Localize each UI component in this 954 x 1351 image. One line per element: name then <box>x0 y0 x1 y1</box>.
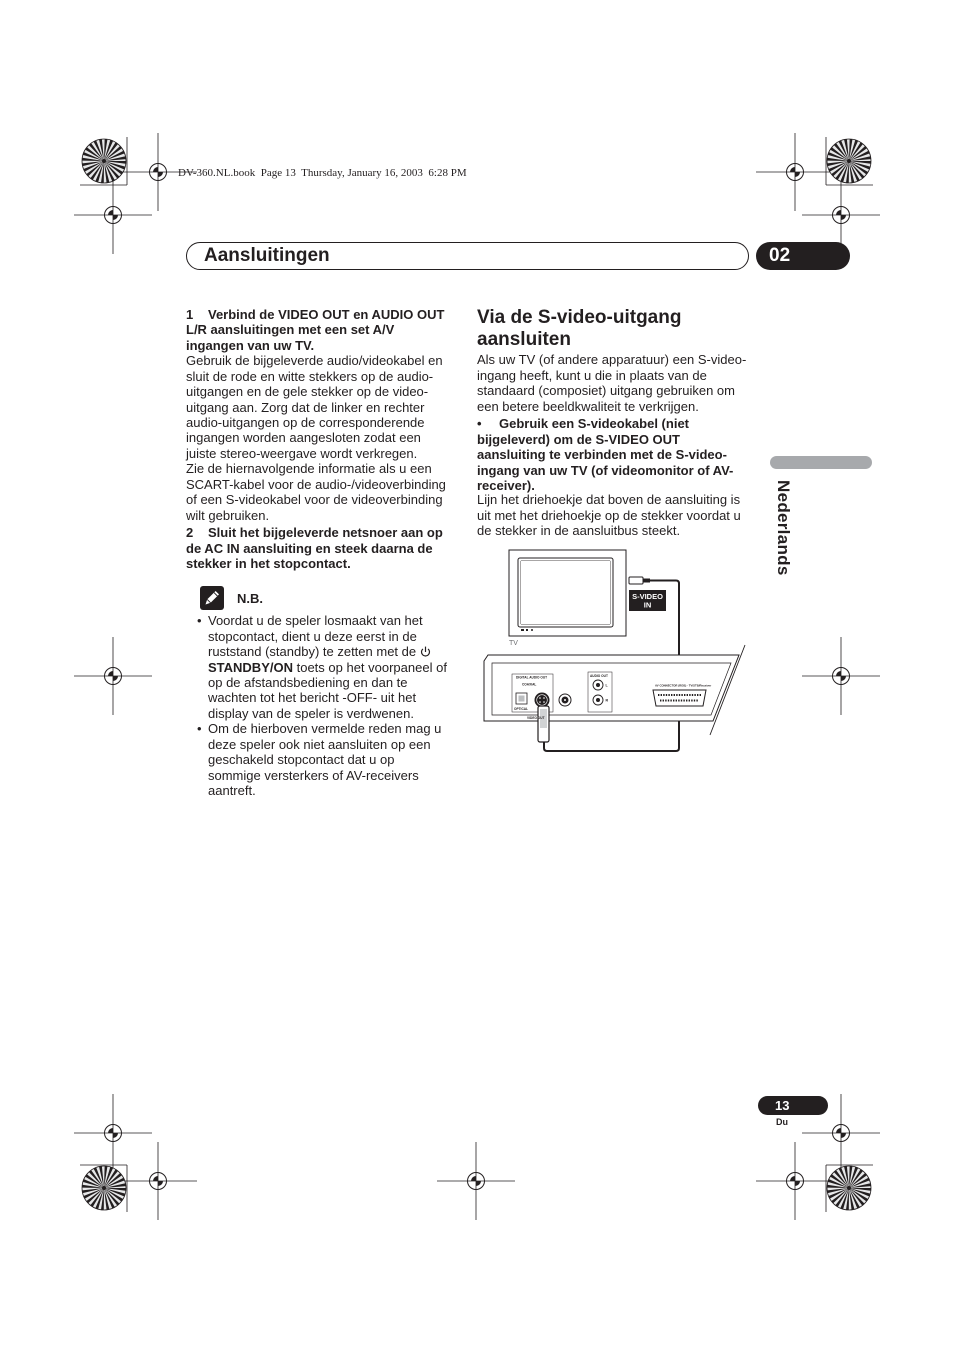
print-header: DV-360.NL.book Page 13 Thursday, January 16, 2003 6:28 PM <box>178 167 467 179</box>
step-1-heading <box>186 307 444 353</box>
section-instruction <box>477 416 733 493</box>
chapter-number-badge <box>756 242 850 270</box>
language-tab <box>770 456 872 469</box>
svideo-in-label-line-2: IN <box>643 600 652 610</box>
step-1-number: 1 <box>186 307 194 322</box>
note-pencil-icon <box>200 586 224 610</box>
power-icon <box>420 646 431 657</box>
registration-crosshair-icon <box>437 1142 515 1220</box>
note-bullet-1-text <box>208 613 447 721</box>
language-code: Du <box>776 1117 788 1127</box>
page-number-badge <box>758 1096 828 1115</box>
note-bullet-2-text: Om de hierboven vermelde reden mag u deze speler ook niet aansluiten op een geschakeld stopcontact dat u op sommige versterkers of AV-receivers aantreft. <box>208 721 442 798</box>
note-label: N.B. <box>237 590 263 606</box>
svideo-in-label-line-1: S-VIDEO <box>632 592 663 601</box>
tv-illustration <box>509 550 626 636</box>
registration-starburst-icon <box>827 1166 871 1210</box>
step-2-heading-text: Sluit het bijgeleverde netsnoer aan op de AC IN aansluiting en steek daarna de stekker in het stopcontact. <box>186 525 443 572</box>
registration-crosshair-icon <box>74 1094 152 1172</box>
svideo-connection-diagram <box>477 545 750 760</box>
audio-right-label: R <box>605 698 609 703</box>
optical-label: OPTICAL <box>514 707 528 711</box>
scart-connector <box>653 690 706 706</box>
svideo-out-jack <box>535 693 550 708</box>
chapter-number: 02 <box>769 245 791 266</box>
composite-video-jack <box>559 694 571 706</box>
video-out-label: VIDEO OUT <box>527 716 545 720</box>
registration-crosshair-icon <box>74 176 152 254</box>
section-heading: Via de S-video-uitgang aansluiten <box>477 307 682 350</box>
note-bullet-2-marker: • <box>197 721 202 737</box>
coaxial-label: COAXIAL <box>522 682 537 687</box>
tv-label: TV <box>509 640 518 647</box>
step-1-paragraph-1: Gebruik de bijgeleverde audio/videokabel en sluit de rode en witte stekkers op de audio- uitgangen en de gele stekker op de video- uitgang aan. Zorg dat de linker en rechter audio-uitgangen op de corresponderende ingangen worden aangesloten zodat een juiste stereo-weergave wordt verkregen. <box>186 353 443 461</box>
registration-starburst-icon <box>82 139 126 183</box>
note-bullet-1-rest: toets op het voorpaneel of op de afstandsbediening en dan te wachten tot het bericht -OFF- uit het display van de speler is verdwenen. <box>208 659 447 721</box>
step-2-number: 2 <box>186 525 194 541</box>
standby-on-button-label: STANDBY/ON <box>208 659 293 675</box>
step-1-paragraph-2: Zie de hiernavolgende informatie als u een SCART-kabel voor de audio-/videoverbinding of een S-videokabel voor de videoverbinding wilt gebruiken. <box>186 461 446 523</box>
page-number: 13 <box>775 1098 790 1113</box>
digital-audio-out-label: DIGITAL AUDIO OUT <box>516 675 548 680</box>
audio-left-label: L <box>605 683 608 688</box>
section-tip: Lijn het driehoekje dat boven de aansluiting is uit met het driehoekje op de stekker voordat u de stekker in de aansluitbus steekt. <box>477 492 741 539</box>
registration-crosshair-icon <box>756 1142 834 1220</box>
note-bullet-1-intro: Voordat u de speler losmaakt van het stopcontact, dient u deze eerst in de ruststand (standby) te zetten met de <box>208 613 423 660</box>
player-rear-panel <box>484 645 745 735</box>
registration-starburst-icon <box>82 1166 126 1210</box>
step-2-heading <box>186 525 443 571</box>
registration-crosshair-icon <box>756 133 834 211</box>
registration-crosshair-icon <box>802 637 880 715</box>
instruction-bullet: • <box>477 416 482 432</box>
svideo-in-badge <box>629 590 666 611</box>
note-bullet-1-marker: • <box>197 613 202 629</box>
tv-svideo-plug <box>629 577 650 584</box>
section-intro: Als uw TV (of andere apparatuur) een S-video- ingang heeft, kunt u die in plaats van de standaard (composiet) uitgang gebruiken om een betere beeldkwaliteit te verkrijgen. <box>477 352 747 414</box>
step-1-heading-text: Verbind de VIDEO OUT en AUDIO OUT L/R aansluitingen met een set A/V ingangen van uw TV. <box>186 307 445 353</box>
language-tab-label: Nederlands <box>774 480 793 576</box>
player-svideo-plug <box>538 706 549 742</box>
chapter-title: Aansluitingen <box>204 245 330 266</box>
registration-starburst-icon <box>827 139 871 183</box>
audio-out-label: AUDIO OUT <box>590 674 608 678</box>
registration-crosshair-icon <box>74 637 152 715</box>
av-connector-label: AV CONNECTOR (RGB) - TV/STB/Receiver <box>655 683 712 688</box>
instruction-text: Gebruik een S-videokabel (niet bijgeleverd) om de S-VIDEO OUT aansluiting te verbinden met de S-video- ingang van uw TV (of videomonitor of AV- receiver). <box>477 416 734 493</box>
registration-crosshair-icon <box>119 1142 197 1220</box>
